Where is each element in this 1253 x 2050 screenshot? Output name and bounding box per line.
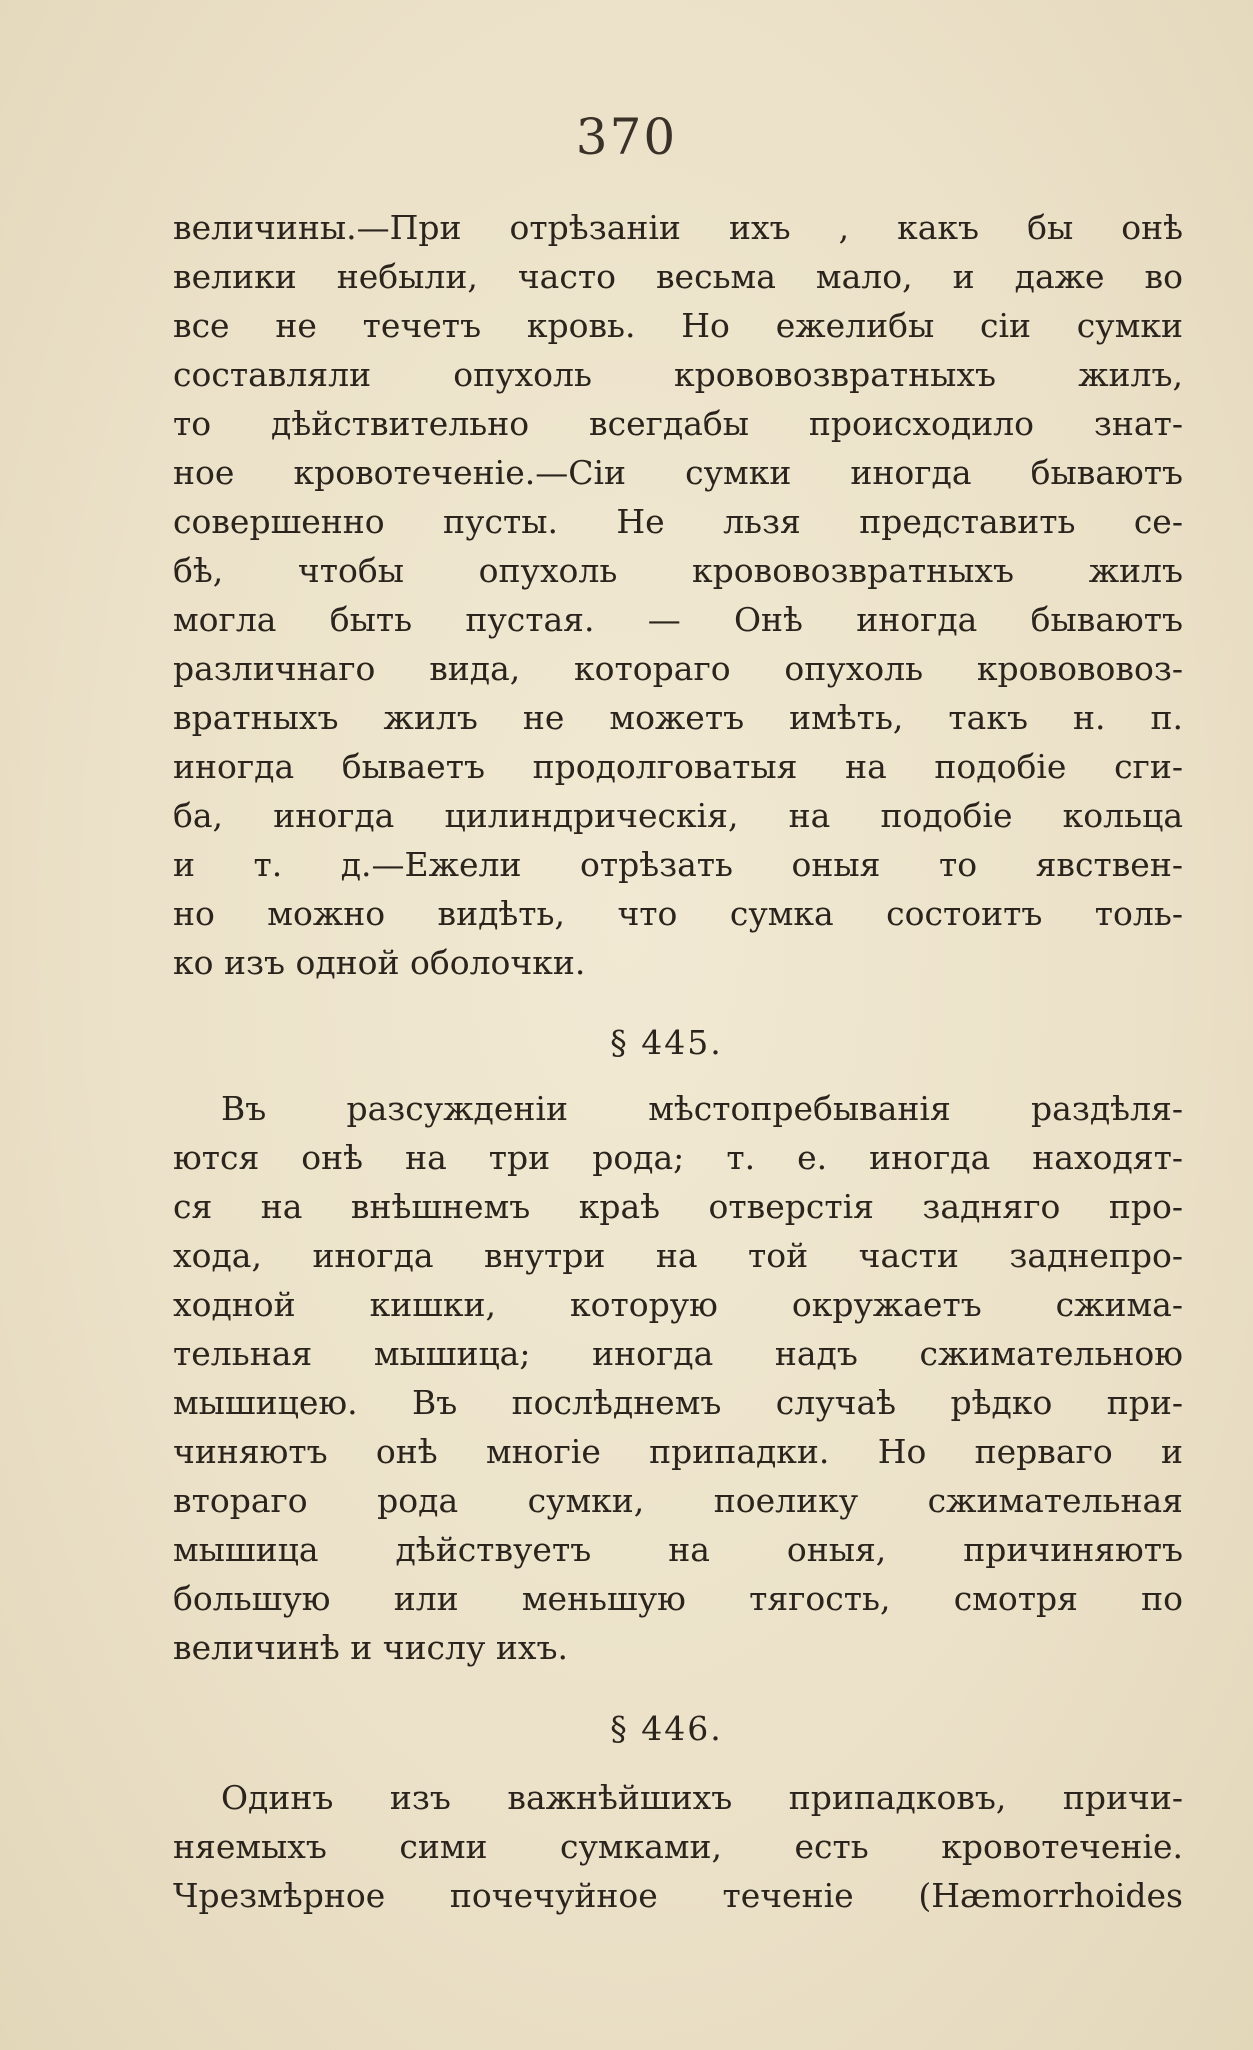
text-line: величинѣ и числу ихъ. [173, 1628, 569, 1667]
paragraph-3 [173, 1773, 1183, 1920]
paragraph-1 [173, 203, 1183, 987]
text-line: ходной кишки, которую окружаетъ сжима- [173, 1285, 1183, 1324]
text-line: бѣ, чтобы опухоль крововозвратныхъ жилъ [173, 551, 1183, 590]
text-line: чиняютъ онѣ многіе припадки. Но перваго и [173, 1432, 1183, 1471]
text-line: тельная мышица; иногда надъ сжимательною [173, 1334, 1183, 1373]
page-number: 370 [575, 108, 678, 166]
text-line: Въ разсужденіи мѣстопребыванія раздѣля- [221, 1089, 1183, 1128]
text-line: ба, иногда цилиндрическія, на подобіе кольца [173, 796, 1183, 835]
text-line: мышицею. Въ послѣднемъ случаѣ рѣдко при- [173, 1383, 1183, 1422]
text-line: но можно видѣть, что сумка состоитъ толь- [173, 894, 1183, 933]
text-line: Чрезмѣрное почечуйное теченіе (Hæmorrhoides [173, 1876, 1183, 1915]
section-heading-446: § 446. [610, 1709, 723, 1748]
text-line: совершенно пусты. Не льзя представить се- [173, 502, 1183, 541]
section-heading-445: § 445. [610, 1023, 723, 1062]
text-line: Одинъ изъ важнѣйшихъ припадковъ, причи- [221, 1778, 1183, 1817]
text-line: могла быть пустая. — Онѣ иногда бываютъ [173, 600, 1183, 639]
text-line: ся на внѣшнемъ краѣ отверстія задняго про- [173, 1187, 1183, 1226]
text-line: составляли опухоль крововозвратныхъ жилъ, [173, 355, 1183, 394]
text-line: то дѣйствительно всегдабы происходило знат- [173, 404, 1183, 443]
text-line: велики небыли, часто весьма мало, и даже во [173, 257, 1183, 296]
text-line: различнаго вида, котораго опухоль кровововоз- [173, 649, 1183, 688]
text-line: ное кровотеченіе.—Сіи сумки иногда бываютъ [173, 453, 1183, 492]
text-line: втораго рода сумки, поелику сжимательная [173, 1481, 1183, 1520]
text-line: вратныхъ жилъ не можетъ имѣть, такъ н. п. [173, 698, 1183, 737]
text-line: большую или меньшую тягость, смотря по [173, 1579, 1183, 1618]
text-line: и т. д.—Ежели отрѣзать оныя то явствен- [173, 845, 1183, 884]
text-line: все не течетъ кровь. Но ежелибы сіи сумки [173, 306, 1183, 345]
text-line: ются онѣ на три рода; т. е. иногда находят- [173, 1138, 1183, 1177]
text-line: хода, иногда внутри на той части заднепро- [173, 1236, 1183, 1275]
text-line: иногда бываетъ продолговатыя на подобіе сги- [173, 747, 1183, 786]
paragraph-2 [173, 1084, 1183, 1672]
text-line: ко изъ одной оболочки. [173, 943, 586, 982]
text-line: величины.—При отрѣзаніи ихъ , какъ бы онѣ [173, 208, 1183, 247]
text-line: няемыхъ сими сумками, есть кровотеченіе. [173, 1827, 1183, 1866]
text-line: мышица дѣйствуетъ на оныя, причиняютъ [173, 1530, 1183, 1569]
